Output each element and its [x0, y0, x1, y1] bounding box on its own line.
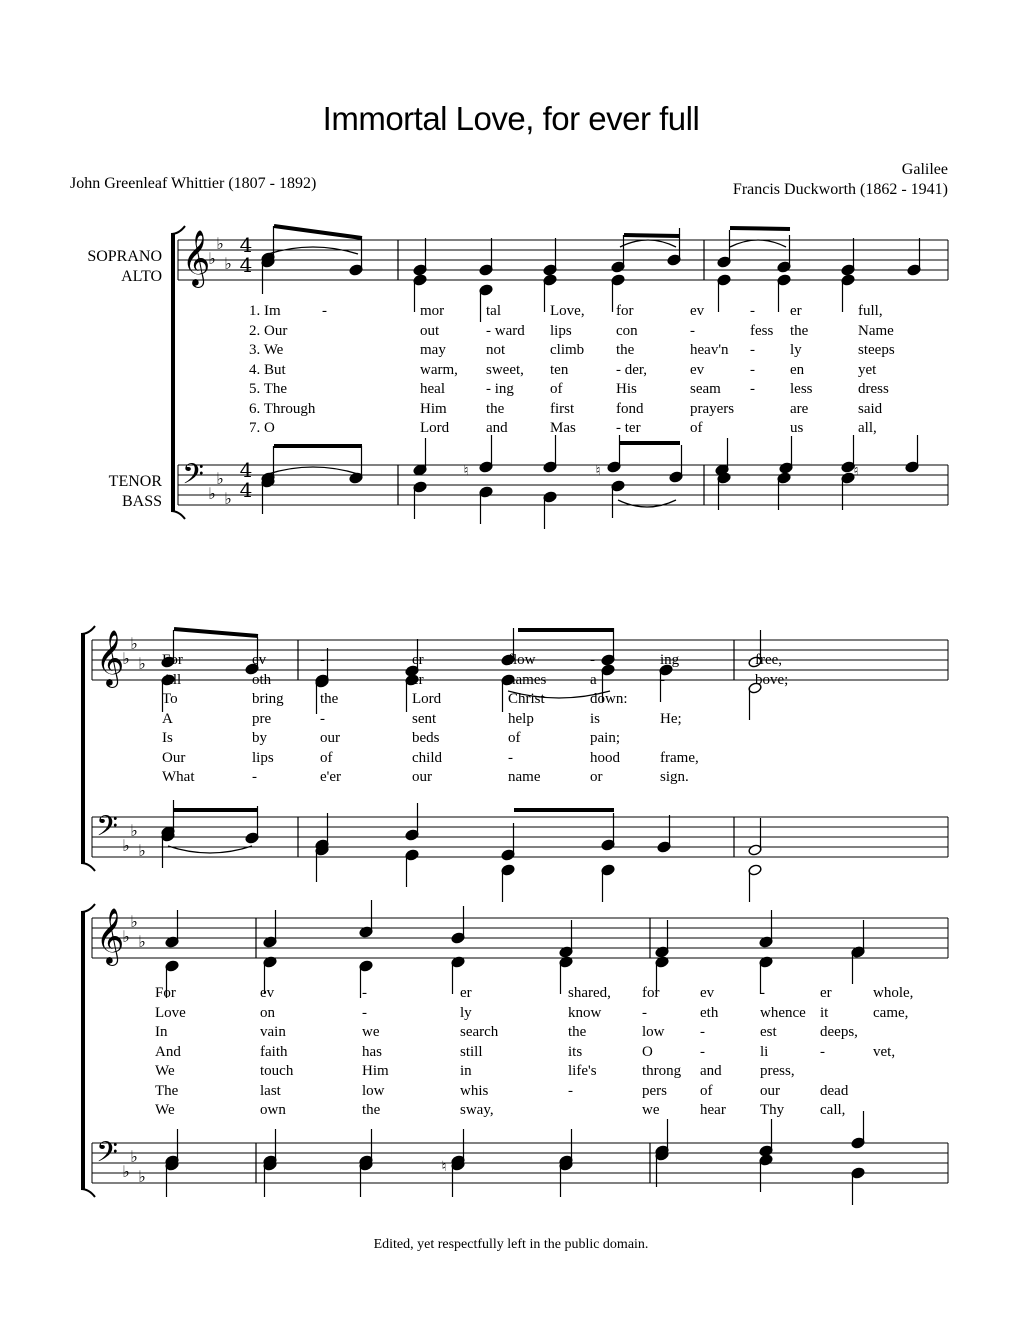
key-flat: ♭: [138, 654, 146, 673]
key-flat: ♭: [138, 841, 146, 860]
time-signature: 4: [239, 253, 253, 277]
lyric-syllable: Lord: [420, 420, 450, 436]
lyric-syllable: came,: [873, 1004, 909, 1021]
lyric-syllable: of: [700, 1082, 713, 1099]
lyric-syllable: The: [155, 1082, 179, 1099]
bass-label: BASS: [121, 493, 162, 510]
lyric-syllable: lips: [550, 322, 572, 339]
lyric-line: [0, 768, 1022, 788]
lyric-syllable: all,: [858, 420, 877, 436]
beam: [274, 226, 362, 238]
lyric-syllable: -: [508, 749, 513, 766]
bracket-cap: [171, 511, 185, 519]
key-flat: ♭: [122, 1162, 130, 1181]
lyric-syllable: -: [700, 1024, 705, 1040]
lyric-syllable: Christ: [508, 691, 545, 707]
lyric-syllable: And: [155, 1043, 181, 1060]
accidental-natural: ♮: [595, 463, 601, 479]
lyric-syllable: whence: [760, 1004, 806, 1021]
lyric-syllable: Name: [858, 322, 894, 339]
soprano-label: SOPRANO: [87, 248, 162, 265]
lyric-syllable: -: [820, 1043, 825, 1060]
slur: [618, 500, 676, 507]
lyric-syllable: the: [616, 342, 635, 358]
lyric-syllable: of: [320, 749, 333, 766]
lyric-line: [0, 984, 1022, 1004]
lyric-syllable: the: [320, 691, 339, 707]
lyric-syllable: 5. The: [249, 381, 288, 397]
lyric-syllable: down:: [590, 691, 628, 707]
lyric-syllable: it: [820, 1004, 829, 1021]
time-signature: 4: [239, 478, 253, 502]
alto-label: ALTO: [121, 268, 162, 285]
lyric-syllable: He;: [660, 710, 682, 727]
lyric-syllable: of: [508, 730, 521, 746]
lyric-syllable: faith: [260, 1043, 288, 1060]
lyric-line: [0, 361, 1022, 381]
lyric-syllable: -: [700, 1043, 705, 1060]
lyric-syllable: of: [690, 420, 703, 436]
tune-name: Galilee: [901, 161, 948, 178]
lyric-line: [0, 302, 1022, 322]
lyric-line: [0, 380, 1022, 400]
time-signature: 4: [239, 458, 253, 482]
lyric-syllable: -: [362, 985, 367, 1001]
lyric-syllable: Him: [420, 400, 447, 417]
key-flat: ♭: [208, 249, 216, 268]
lyric-syllable: ten: [550, 361, 569, 378]
lyric-line: [0, 1043, 1022, 1063]
lyric-syllable: 2. Our: [249, 322, 288, 339]
lyric-syllable: steeps: [858, 342, 895, 358]
lyric-syllable: ev: [252, 652, 267, 668]
lyric-syllable: Love,: [550, 303, 585, 319]
lyric-syllable: pain;: [590, 730, 620, 746]
lyric-syllable: or: [590, 769, 603, 785]
lyric-syllable: 7. O: [249, 420, 275, 436]
lyric-syllable: not: [486, 342, 506, 358]
lyric-syllable: Lord: [412, 691, 442, 707]
key-flat: ♭: [130, 634, 138, 653]
lyric-syllable: the: [486, 400, 505, 417]
key-flat: ♭: [138, 932, 146, 951]
bracket-cap: [81, 904, 95, 912]
slur: [620, 240, 676, 247]
lyric-syllable: -: [320, 652, 325, 668]
lyric-syllable: sent: [412, 710, 437, 727]
lyric-syllable: - ter: [616, 420, 641, 436]
lyric-syllable: ly: [790, 342, 802, 358]
key-flat: ♭: [208, 484, 216, 503]
lyric-syllable: us: [790, 420, 804, 436]
lyric-syllable: warm,: [420, 361, 458, 378]
lyric-syllable: search: [460, 1024, 499, 1040]
lyric-line: [0, 400, 1022, 420]
lyric-syllable: bove;: [755, 671, 789, 688]
lyric-syllable: -: [320, 710, 325, 727]
lyric-syllable: -: [590, 652, 595, 668]
beam: [730, 228, 790, 229]
lyric-syllable: free,: [755, 652, 783, 668]
lyric-syllable: All: [162, 671, 182, 688]
lyric-syllable: -: [750, 381, 755, 397]
lyric-syllable: li: [760, 1043, 769, 1060]
lyric-syllable: help: [508, 710, 534, 727]
lyric-syllable: A: [162, 710, 173, 727]
lyric-line: [0, 419, 1022, 439]
key-flat: ♭: [122, 649, 130, 668]
lyric-syllable: What: [162, 769, 195, 785]
lyric-syllable: en: [790, 361, 805, 378]
treble-clef: 𝄞: [95, 630, 125, 686]
lyric-syllable: fond: [616, 400, 644, 417]
lyric-syllable: we: [642, 1102, 660, 1118]
lyric-line: [0, 1062, 1022, 1082]
lyric-syllable: heav'n: [690, 342, 729, 358]
lyric-syllable: er: [790, 303, 802, 319]
key-flat: ♭: [224, 254, 232, 273]
lyric-syllable: - ing: [486, 381, 514, 397]
lyric-syllable: -: [568, 1082, 573, 1099]
lyric-syllable: dead: [820, 1082, 849, 1099]
lyric-syllable: In: [155, 1024, 168, 1040]
lyric-syllable: and: [486, 420, 508, 436]
lyric-syllable: ev: [260, 985, 275, 1001]
lyric-syllable: is: [590, 710, 601, 727]
lyric-syllable: ing: [660, 652, 680, 668]
time-signature: 4: [239, 233, 253, 257]
lyric-syllable: climb: [550, 342, 585, 358]
lyric-syllable: yet: [858, 361, 877, 378]
lyric-syllable: low: [642, 1024, 665, 1040]
lyric-syllable: pre: [252, 710, 272, 727]
lyric-syllable: To: [162, 691, 178, 707]
lyric-syllable: full,: [858, 303, 883, 319]
key-flat: ♭: [216, 234, 224, 253]
bass-clef: 𝄢: [96, 1136, 118, 1176]
lyric-syllable: Our: [162, 749, 186, 766]
accidental-natural: ♮: [441, 1159, 447, 1175]
lyric-syllable: ev: [690, 361, 705, 378]
lyric-syllable: our: [320, 730, 340, 746]
lyric-syllable: said: [858, 400, 883, 417]
lyric-syllable: oth: [252, 671, 272, 688]
lyric-syllable: frame,: [660, 749, 699, 766]
lyric-syllable: -: [322, 303, 327, 319]
lyric-syllable: name: [508, 769, 541, 785]
lyric-syllable: Him: [362, 1063, 389, 1079]
lyric-syllable: less: [790, 381, 813, 397]
lyric-syllable: we: [362, 1024, 380, 1040]
treble-clef: 𝄞: [181, 230, 211, 286]
lyric-syllable: For: [162, 652, 183, 668]
lyric-syllable: seam: [690, 381, 721, 397]
lyric-syllable: know: [568, 1004, 602, 1021]
lyric-syllable: a: [590, 671, 597, 688]
lyric-syllable: names: [508, 671, 547, 688]
beam: [174, 629, 258, 636]
lyric-syllable: Is: [162, 730, 173, 746]
lyric-syllable: in: [460, 1063, 472, 1079]
lyric-syllable: 6. Through: [249, 400, 316, 417]
lyric-syllable: whis: [460, 1082, 489, 1099]
lyric-syllable: call,: [820, 1102, 846, 1118]
lyric-syllable: dress: [858, 381, 889, 397]
lyric-syllable: We: [155, 1063, 175, 1079]
lyric-syllable: - der,: [616, 361, 648, 378]
lyric-line: [0, 322, 1022, 342]
lyric-syllable: fess: [750, 322, 774, 339]
lyric-syllable: of: [550, 381, 563, 397]
lyric-syllable: last: [260, 1082, 281, 1099]
lyric-syllable: er: [412, 671, 424, 688]
lyric-syllable: est: [760, 1024, 777, 1040]
lyric-syllable: whole,: [873, 985, 914, 1001]
lyric-syllable: -: [760, 985, 765, 1001]
lyric-syllable: - ward: [486, 322, 525, 339]
lyric-syllable: touch: [260, 1063, 294, 1079]
lyric-syllable: and: [700, 1063, 722, 1079]
bracket-cap: [81, 626, 95, 634]
lyric-line: [0, 1082, 1022, 1102]
lyric-syllable: own: [260, 1102, 286, 1118]
lyric-syllable: We: [155, 1102, 175, 1118]
key-flat: ♭: [122, 927, 130, 946]
lyric-syllable: ly: [460, 1004, 472, 1021]
lyric-syllable: prayers: [690, 400, 735, 417]
lyric-syllable: life's: [568, 1063, 597, 1079]
lyric-syllable: eth: [700, 1004, 719, 1021]
lyric-syllable: sway,: [460, 1102, 494, 1118]
lyric-syllable: shared,: [568, 985, 611, 1001]
lyric-line: [0, 341, 1022, 361]
lyric-syllable: deeps,: [820, 1024, 858, 1040]
lyric-line: [0, 690, 1022, 710]
lyric-syllable: For: [155, 985, 176, 1001]
page-title: Immortal Love, for ever full: [322, 100, 700, 137]
key-flat: ♭: [130, 1147, 138, 1166]
lyric-syllable: our: [760, 1082, 780, 1099]
lyric-syllable: e'er: [320, 769, 342, 785]
bracket-cap: [81, 863, 95, 871]
lyric-syllable: -: [690, 322, 695, 339]
lyric-syllable: vain: [260, 1024, 286, 1040]
lyric-syllable: sweet,: [486, 361, 524, 378]
key-flat: ♭: [122, 836, 130, 855]
lyric-syllable: press,: [760, 1063, 795, 1079]
lyric-syllable: -: [750, 342, 755, 358]
lyric-syllable: er: [412, 652, 424, 668]
bass-clef: 𝄢: [96, 810, 118, 850]
lyric-line: [0, 1101, 1022, 1121]
beam: [624, 235, 680, 236]
lyric-syllable: heal: [420, 381, 445, 397]
lyric-syllable: His: [616, 381, 637, 397]
key-flat: ♭: [216, 469, 224, 488]
lyric-syllable: by: [252, 730, 267, 746]
lyric-syllable: lips: [252, 749, 274, 766]
lyric-syllable: has: [362, 1043, 382, 1060]
lyric-syllable: vet,: [873, 1043, 896, 1060]
lyric-syllable: still: [460, 1043, 483, 1060]
lyric-line: [0, 749, 1022, 769]
lyric-syllable: the: [362, 1102, 381, 1118]
lyric-syllable: Thy: [760, 1102, 785, 1118]
lyric-syllable: child: [412, 749, 442, 766]
accidental-natural: ♮: [853, 463, 859, 479]
lyric-syllable: out: [420, 322, 440, 339]
lyric-line: [0, 671, 1022, 691]
lyric-syllable: er: [460, 985, 472, 1001]
lyric-line: [0, 1023, 1022, 1043]
lyric-line: [0, 1004, 1022, 1024]
lyric-syllable: tal: [486, 303, 501, 319]
key-flat: ♭: [138, 1167, 146, 1186]
lyric-syllable: first: [550, 400, 575, 417]
key-flat: ♭: [130, 821, 138, 840]
lyric-syllable: low: [362, 1082, 385, 1099]
footer-note: Edited, yet respectfully left in the public domain.: [373, 1237, 649, 1252]
lyric-syllable: -: [642, 1004, 647, 1021]
lyric-syllable: Mas: [550, 420, 576, 436]
lyric-syllable: con: [616, 322, 638, 339]
lyric-syllable: for: [616, 303, 634, 319]
lyric-line: [0, 651, 1022, 671]
lyric-syllable: ev: [690, 303, 705, 319]
bracket-cap: [81, 1189, 95, 1197]
lyric-syllable: may: [420, 342, 446, 358]
bass-clef: 𝄢: [182, 458, 204, 498]
lyric-syllable: Love: [155, 1004, 186, 1021]
lyric-syllable: for: [642, 985, 660, 1001]
lyric-syllable: its: [568, 1043, 583, 1060]
lyric-syllable: -: [750, 361, 755, 378]
composer-credit: Francis Duckworth (1862 - 1941): [732, 181, 948, 198]
lyric-syllable: -: [362, 1004, 367, 1021]
accidental-natural: ♮: [463, 463, 469, 479]
lyric-syllable: the: [568, 1024, 587, 1040]
lyric-syllable: sign.: [660, 769, 689, 785]
lyric-syllable: mor: [420, 303, 445, 319]
lyric-syllable: are: [790, 400, 809, 417]
lyric-syllable: bring: [252, 691, 284, 707]
lyric-line: [0, 729, 1022, 749]
lyric-syllable: 3. We: [249, 342, 284, 358]
slur: [268, 467, 358, 474]
lyric-syllable: on: [260, 1004, 275, 1021]
lyric-syllable: er: [820, 985, 832, 1001]
lyric-syllable: -: [252, 769, 257, 785]
lyric-syllable: 4. But: [249, 361, 286, 378]
slur: [730, 240, 786, 247]
lyric-syllable: -: [320, 671, 325, 688]
lyric-syllable: hear: [700, 1102, 726, 1118]
lyric-syllable: O: [642, 1043, 653, 1060]
lyric-syllable: the: [790, 322, 809, 339]
lyric-line: [0, 710, 1022, 730]
lyric-syllable: -: [750, 303, 755, 319]
lyric-syllable: throng: [642, 1063, 682, 1079]
lyric-syllable: -: [660, 671, 665, 688]
lyric-syllable: our: [412, 769, 432, 785]
lyric-syllable: flow: [508, 652, 536, 668]
tenor-label: TENOR: [108, 473, 162, 490]
key-flat: ♭: [224, 489, 232, 508]
lyric-syllable: ev: [700, 985, 715, 1001]
key-flat: ♭: [130, 912, 138, 931]
lyric-syllable: beds: [412, 730, 440, 746]
lyric-syllable: pers: [642, 1082, 667, 1099]
lyric-syllable: 1. Im: [249, 303, 281, 319]
poet-credit: John Greenleaf Whittier (1807 - 1892): [70, 175, 317, 192]
lyric-syllable: hood: [590, 749, 620, 766]
treble-clef: 𝄞: [95, 908, 125, 964]
